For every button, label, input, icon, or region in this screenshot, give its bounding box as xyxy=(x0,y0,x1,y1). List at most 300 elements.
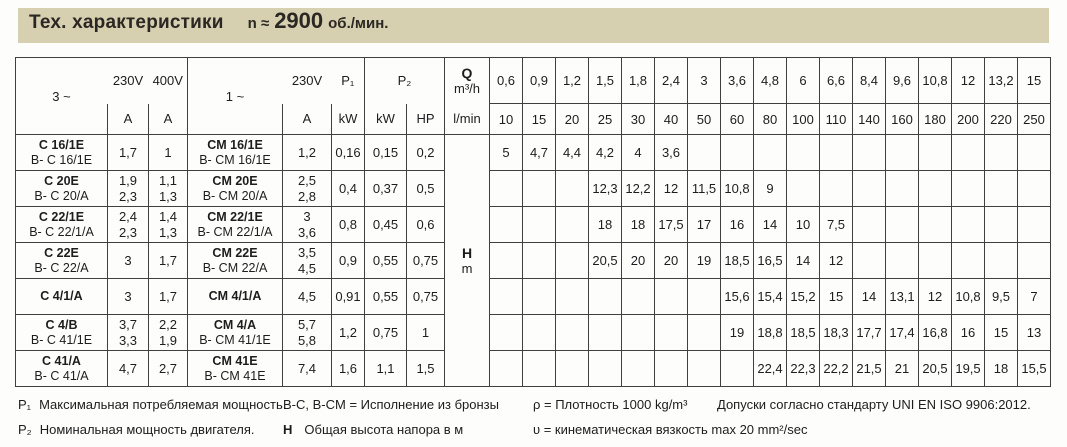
value-line: 1,3 xyxy=(158,224,178,240)
voltage-230-1ph-header: 230V xyxy=(291,73,323,89)
model-name: C 4/1/A xyxy=(40,289,83,303)
bronze-model-name: B- C 41/1E xyxy=(30,332,93,347)
amp-230v-1ph-cell xyxy=(283,135,332,171)
footnote-bronze-text: B-C, B-CM = Исполнение из бронзы xyxy=(283,397,499,412)
head-value-cell: 12 xyxy=(655,171,688,207)
bronze-model-name: B- CM 20/A xyxy=(202,188,268,203)
flow-lmin-header: 40 xyxy=(655,104,688,135)
bronze-model-name: B- CM 41E xyxy=(204,368,266,383)
footnote-viscosity-text: υ = кинематическая вязкость max 20 mm²/sec xyxy=(533,422,808,437)
bronze-model-name: B- CM 16/1E xyxy=(199,152,271,167)
value-line: 3 xyxy=(303,208,311,224)
head-value-cell: 13 xyxy=(1018,315,1051,351)
head-value-cell xyxy=(787,171,820,207)
flow-lmin-header: 200 xyxy=(952,104,985,135)
head-value-cell: 14 xyxy=(853,279,886,315)
table-header xyxy=(16,58,1051,135)
head-value-cell: 12,3 xyxy=(589,171,622,207)
head-value-cell xyxy=(523,315,556,351)
p2-hp-cell: 1,5 xyxy=(407,351,445,387)
head-value-cell xyxy=(952,171,985,207)
head-value-cell: 19 xyxy=(721,315,754,351)
flow-m3h-header: 3,6 xyxy=(721,58,754,104)
value-line: 1,3 xyxy=(158,188,178,204)
bronze-model-name: B- C 20/A xyxy=(34,188,89,203)
p1-kw-cell: 0,8 xyxy=(332,207,365,243)
head-value-cell xyxy=(787,135,820,171)
value-line: 1,9 xyxy=(118,172,138,188)
amp-230v-3ph-cell xyxy=(108,135,149,171)
head-value-cell xyxy=(490,279,523,315)
p2-hp-cell: 1 xyxy=(407,315,445,351)
h-unit-label: m xyxy=(461,260,473,276)
p1-kw-cell: 0,9 xyxy=(332,243,365,279)
flow-m3h-header: 6 xyxy=(787,58,820,104)
bronze-model-name: B- C 16/1E xyxy=(30,152,93,167)
head-value-cell: 16,5 xyxy=(754,243,787,279)
head-value-cell xyxy=(622,351,655,387)
model-1ph-cell xyxy=(188,171,283,207)
p2-kw-cell: 0,55 xyxy=(365,279,407,315)
head-value-cell xyxy=(523,279,556,315)
tech-specs-table xyxy=(15,57,1051,387)
model-name: C 4/B xyxy=(45,317,78,332)
amp-unit-header: A xyxy=(283,104,332,135)
head-value-cell: 13,1 xyxy=(886,279,919,315)
speed-value: 2900 xyxy=(274,8,324,33)
flow-lmin-header: 30 xyxy=(622,104,655,135)
model-1ph-cell xyxy=(188,315,283,351)
amp-230v-3ph-cell xyxy=(108,207,149,243)
head-value-cell xyxy=(886,207,919,243)
head-value-cell xyxy=(853,135,886,171)
p1-kw-cell: 1,6 xyxy=(332,351,365,387)
pump-row xyxy=(16,135,1051,171)
pump-row xyxy=(16,279,1051,315)
amp-230v-3ph-cell xyxy=(108,279,149,315)
head-value-cell: 17,5 xyxy=(655,207,688,243)
value-line: 1,4 xyxy=(158,208,178,224)
p2-kw-cell: 0,75 xyxy=(365,315,407,351)
head-value-cell: 18 xyxy=(589,207,622,243)
head-value-cell: 21 xyxy=(886,351,919,387)
head-value-cell xyxy=(886,135,919,171)
p2-kw-cell: 1,1 xyxy=(365,351,407,387)
head-value-cell xyxy=(721,351,754,387)
amp-230v-3ph-cell xyxy=(108,171,149,207)
head-value-cell: 18,3 xyxy=(820,315,853,351)
lmin-unit-header: l/min xyxy=(445,104,490,135)
model-name: CM 41E xyxy=(212,353,258,368)
head-value-cell: 12,2 xyxy=(622,171,655,207)
model-3ph-cell xyxy=(16,315,108,351)
kw-unit-header: kW xyxy=(365,104,407,135)
head-value-cell xyxy=(589,279,622,315)
head-value-cell: 10,8 xyxy=(952,279,985,315)
head-value-cell xyxy=(919,243,952,279)
head-value-cell xyxy=(952,243,985,279)
p2-kw-cell: 0,15 xyxy=(365,135,407,171)
table-body xyxy=(16,135,1051,387)
head-value-cell: 7,5 xyxy=(820,207,853,243)
bronze-model-name: B- C 22/1/A xyxy=(29,224,94,239)
p1-kw-cell: 0,91 xyxy=(332,279,365,315)
h-label: H xyxy=(461,244,473,261)
footnote-head xyxy=(283,422,463,437)
flow-lmin-header: 110 xyxy=(820,104,853,135)
head-value-cell xyxy=(622,279,655,315)
head-value-cell xyxy=(985,243,1018,279)
head-value-cell: 19 xyxy=(688,243,721,279)
head-value-cell xyxy=(589,351,622,387)
head-value-cell xyxy=(655,315,688,351)
head-value-cell xyxy=(919,171,952,207)
head-value-cell: 11,5 xyxy=(688,171,721,207)
speed-prefix: n ≈ xyxy=(247,15,270,32)
head-value-cell xyxy=(820,171,853,207)
flow-m3h-header: 1,8 xyxy=(622,58,655,104)
head-meters-cell xyxy=(445,135,490,387)
three-phase-header: 3 ~ xyxy=(52,88,71,104)
p2-header: P₂ xyxy=(365,58,445,104)
head-value-cell xyxy=(919,207,952,243)
head-value-cell: 15,2 xyxy=(787,279,820,315)
footnote-density-text: ρ = Плотность 1000 kg/m³ xyxy=(533,397,688,412)
flow-m3h-header: 12 xyxy=(952,58,985,104)
head-value-cell: 15,5 xyxy=(1018,351,1051,387)
voltage-230-3ph-header: 230V xyxy=(112,73,144,89)
flow-lmin-header: 15 xyxy=(523,104,556,135)
model-name: C 22E xyxy=(44,245,79,260)
head-value-cell: 20 xyxy=(655,243,688,279)
footnote-viscosity xyxy=(533,422,807,437)
model-1ph-cell xyxy=(188,279,283,315)
p1-kw-cell: 1,2 xyxy=(332,315,365,351)
head-value-cell xyxy=(490,243,523,279)
flow-m3h-header: 6,6 xyxy=(820,58,853,104)
amp-230v-3ph-cell xyxy=(108,315,149,351)
head-value-cell: 12 xyxy=(919,279,952,315)
model-name: CM 22/1E xyxy=(207,209,263,224)
flow-m3h-header: 1,2 xyxy=(556,58,589,104)
head-value-cell xyxy=(490,207,523,243)
flow-lmin-header: 20 xyxy=(556,104,589,135)
head-value-cell xyxy=(1018,171,1051,207)
footnote-p2-text: Номинальная мощность двигателя. xyxy=(39,422,255,437)
model-3ph-cell xyxy=(16,171,108,207)
value-line: 7,4 xyxy=(297,360,317,376)
amp-400v-3ph-cell xyxy=(149,171,188,207)
head-value-cell xyxy=(523,207,556,243)
p2-kw-cell: 0,37 xyxy=(365,171,407,207)
p1-kw-cell: 0,16 xyxy=(332,135,365,171)
head-value-cell xyxy=(556,315,589,351)
value-line: 3,5 xyxy=(297,244,317,260)
head-value-cell: 20,5 xyxy=(919,351,952,387)
amp-400v-3ph-cell xyxy=(149,279,188,315)
bronze-model-name: B- CM 41/1E xyxy=(199,332,271,347)
value-line: 3,6 xyxy=(297,224,317,240)
value-line: 1,7 xyxy=(118,144,138,160)
head-value-cell: 20,5 xyxy=(589,243,622,279)
pump-row xyxy=(16,243,1051,279)
page-title-bar xyxy=(18,8,1049,43)
model-name: CM 22E xyxy=(212,245,258,260)
head-value-cell: 10,8 xyxy=(721,171,754,207)
value-line: 2,8 xyxy=(297,188,317,204)
model-name: CM 4/A xyxy=(213,317,257,332)
head-value-cell: 15,4 xyxy=(754,279,787,315)
footnote-tolerance xyxy=(717,397,1031,412)
page-title: Тех. характеристики xyxy=(29,12,224,33)
p2-hp-cell: 0,5 xyxy=(407,171,445,207)
head-value-cell xyxy=(820,135,853,171)
value-line: 4,5 xyxy=(297,288,317,304)
head-value-cell: 22,3 xyxy=(787,351,820,387)
amp-400v-3ph-cell xyxy=(149,135,188,171)
model-3ph-cell xyxy=(16,135,108,171)
head-value-cell: 15 xyxy=(985,315,1018,351)
head-value-cell xyxy=(523,171,556,207)
head-value-cell: 12 xyxy=(820,243,853,279)
value-line: 3,7 xyxy=(118,316,138,332)
model-1ph-cell xyxy=(188,135,283,171)
value-line: 1,7 xyxy=(158,288,178,304)
value-line: 3 xyxy=(124,288,132,304)
footnote-p2 xyxy=(18,422,254,437)
head-value-cell: 10 xyxy=(787,207,820,243)
head-value-cell: 4,4 xyxy=(556,135,589,171)
head-value-cell xyxy=(985,207,1018,243)
head-value-cell xyxy=(853,207,886,243)
amp-230v-3ph-cell xyxy=(108,351,149,387)
footnote-p1-label: P₁ xyxy=(18,397,32,412)
flow-m3h-header: 1,5 xyxy=(589,58,622,104)
hp-unit-header: HP xyxy=(407,104,445,135)
head-value-cell xyxy=(985,135,1018,171)
head-value-cell xyxy=(490,315,523,351)
head-value-cell xyxy=(523,243,556,279)
q-unit-label: m³/h xyxy=(454,80,480,96)
value-line: 5,8 xyxy=(297,332,317,348)
footnote-h-label: H xyxy=(283,422,293,437)
footnote-p2-label: P₂ xyxy=(18,422,32,437)
head-value-cell xyxy=(688,315,721,351)
head-value-cell: 17,7 xyxy=(853,315,886,351)
amp-230v-3ph-cell xyxy=(108,243,149,279)
flow-lmin-header: 160 xyxy=(886,104,919,135)
head-value-cell: 21,5 xyxy=(853,351,886,387)
flow-lmin-header: 10 xyxy=(490,104,523,135)
footnote-tolerance-text: Допуски согласно стандарту UNI EN ISO 9906:2012. xyxy=(717,397,1031,412)
footnote-density xyxy=(533,397,687,412)
model-1ph-cell xyxy=(188,243,283,279)
voltage-400-3ph-header: 400V xyxy=(149,58,188,104)
head-value-cell: 4,2 xyxy=(589,135,622,171)
value-line: 5,7 xyxy=(297,316,317,332)
head-value-cell xyxy=(886,171,919,207)
amp-230v-1ph-cell xyxy=(283,279,332,315)
bronze-model-name: B- C 41/A xyxy=(34,368,89,383)
flow-m3h-header: 3 xyxy=(688,58,721,104)
head-value-cell: 9 xyxy=(754,171,787,207)
value-line: 2,2 xyxy=(158,316,178,332)
head-value-cell xyxy=(655,351,688,387)
flow-lmin-header: 60 xyxy=(721,104,754,135)
model-name: CM 4/1/A xyxy=(208,289,262,303)
p2-hp-cell: 0,2 xyxy=(407,135,445,171)
model-1ph-cell xyxy=(188,207,283,243)
footnote-bronze xyxy=(283,397,499,412)
head-value-cell xyxy=(952,135,985,171)
amp-unit-header: A xyxy=(149,104,188,135)
amp-230v-1ph-cell xyxy=(283,315,332,351)
model-3ph-cell xyxy=(16,243,108,279)
model-3ph-cell xyxy=(16,279,108,315)
value-line: 1 xyxy=(164,144,172,160)
head-value-cell xyxy=(556,171,589,207)
model-name: C 22/1E xyxy=(38,209,85,224)
head-value-cell: 17,4 xyxy=(886,315,919,351)
head-value-cell: 9,5 xyxy=(985,279,1018,315)
head-value-cell: 16 xyxy=(952,315,985,351)
flow-lmin-header: 140 xyxy=(853,104,886,135)
pump-row xyxy=(16,207,1051,243)
head-value-cell: 15 xyxy=(820,279,853,315)
flow-lmin-header: 25 xyxy=(589,104,622,135)
p2-hp-cell: 0,75 xyxy=(407,243,445,279)
single-phase-header: 1 ~ xyxy=(225,88,245,104)
head-value-cell xyxy=(952,207,985,243)
amp-230v-1ph-cell xyxy=(283,243,332,279)
value-line: 1,7 xyxy=(158,252,178,268)
p1-kw-cell: 0,4 xyxy=(332,171,365,207)
head-value-cell xyxy=(688,351,721,387)
amp-unit-header: A xyxy=(108,104,149,135)
model-name: C 20E xyxy=(44,173,79,188)
head-value-cell: 17 xyxy=(688,207,721,243)
value-line: 1,9 xyxy=(158,332,178,348)
flow-m3h-header: 9,6 xyxy=(886,58,919,104)
flow-lmin-header: 50 xyxy=(688,104,721,135)
value-line: 1,1 xyxy=(158,172,178,188)
head-value-cell xyxy=(985,171,1018,207)
pump-row xyxy=(16,171,1051,207)
head-value-cell: 4,7 xyxy=(523,135,556,171)
head-value-cell xyxy=(853,243,886,279)
head-value-cell xyxy=(556,207,589,243)
value-line: 4,5 xyxy=(297,260,317,276)
flow-m3h-header: 4,8 xyxy=(754,58,787,104)
kw-unit-header: kW xyxy=(332,104,365,135)
bronze-model-name: B- CM 22/A xyxy=(202,260,268,275)
head-value-cell xyxy=(556,243,589,279)
head-value-cell: 22,4 xyxy=(754,351,787,387)
model-1ph-cell xyxy=(188,351,283,387)
head-value-cell xyxy=(589,315,622,351)
head-value-cell xyxy=(754,135,787,171)
amp-230v-1ph-cell xyxy=(283,207,332,243)
head-value-cell xyxy=(853,171,886,207)
model-3ph-cell xyxy=(16,351,108,387)
head-value-cell xyxy=(919,135,952,171)
pump-row xyxy=(16,315,1051,351)
speed-unit: об./мин. xyxy=(328,15,389,32)
value-line: 4,7 xyxy=(118,360,138,376)
flow-m3h-header: 13,2 xyxy=(985,58,1018,104)
head-value-cell xyxy=(886,243,919,279)
flow-m3h-header: 0,6 xyxy=(490,58,523,104)
p2-kw-cell: 0,45 xyxy=(365,207,407,243)
head-value-cell: 18 xyxy=(622,207,655,243)
flow-m3h-header: 8,4 xyxy=(853,58,886,104)
flow-lmin-header: 250 xyxy=(1018,104,1051,135)
flow-lmin-header: 180 xyxy=(919,104,952,135)
head-value-cell xyxy=(622,315,655,351)
head-value-cell xyxy=(688,135,721,171)
value-line: 3,3 xyxy=(118,332,138,348)
head-value-cell xyxy=(556,351,589,387)
head-value-cell xyxy=(1018,243,1051,279)
head-value-cell xyxy=(688,279,721,315)
head-value-cell xyxy=(523,351,556,387)
footnote-h-text: Общая высота напора в м xyxy=(304,422,464,437)
value-line: 1,2 xyxy=(297,144,317,160)
q-label: Q xyxy=(461,64,473,81)
head-value-cell xyxy=(1018,135,1051,171)
amp-400v-3ph-cell xyxy=(149,207,188,243)
head-value-cell: 16 xyxy=(721,207,754,243)
head-value-cell: 5 xyxy=(490,135,523,171)
model-name: C 41/A xyxy=(42,353,81,368)
head-value-cell xyxy=(655,279,688,315)
value-line: 2,7 xyxy=(158,360,178,376)
value-line: 3 xyxy=(124,252,132,268)
model-3ph-cell xyxy=(16,207,108,243)
footnote-p1 xyxy=(18,397,286,412)
amp-230v-1ph-cell xyxy=(283,171,332,207)
value-line: 2,3 xyxy=(118,224,138,240)
p2-hp-cell: 0,6 xyxy=(407,207,445,243)
value-line: 2,5 xyxy=(297,172,317,188)
value-line: 2,4 xyxy=(118,208,138,224)
footnote-p1-text: Максимальная потребляемая мощность. xyxy=(39,397,287,412)
bronze-model-name: B- C 22/A xyxy=(34,260,89,275)
head-value-cell: 16,8 xyxy=(919,315,952,351)
head-value-cell: 18,8 xyxy=(754,315,787,351)
head-value-cell: 14 xyxy=(787,243,820,279)
head-value-cell: 18,5 xyxy=(721,243,754,279)
head-value-cell: 4 xyxy=(622,135,655,171)
p1-header: P₁ xyxy=(332,58,365,104)
head-value-cell xyxy=(556,279,589,315)
amp-230v-1ph-cell xyxy=(283,351,332,387)
amp-400v-3ph-cell xyxy=(149,243,188,279)
head-value-cell: 14 xyxy=(754,207,787,243)
model-name: C 16/1E xyxy=(38,137,85,152)
head-value-cell xyxy=(490,351,523,387)
amp-400v-3ph-cell xyxy=(149,351,188,387)
model-name: CM 20E xyxy=(212,173,258,188)
bronze-model-name: B- CM 22/1/A xyxy=(197,224,273,239)
flow-lmin-header: 100 xyxy=(787,104,820,135)
head-value-cell: 19,5 xyxy=(952,351,985,387)
flow-m3h-header: 2,4 xyxy=(655,58,688,104)
head-value-cell: 18,5 xyxy=(787,315,820,351)
flow-m3h-header: 0,9 xyxy=(523,58,556,104)
amp-400v-3ph-cell xyxy=(149,315,188,351)
pump-row xyxy=(16,351,1051,387)
